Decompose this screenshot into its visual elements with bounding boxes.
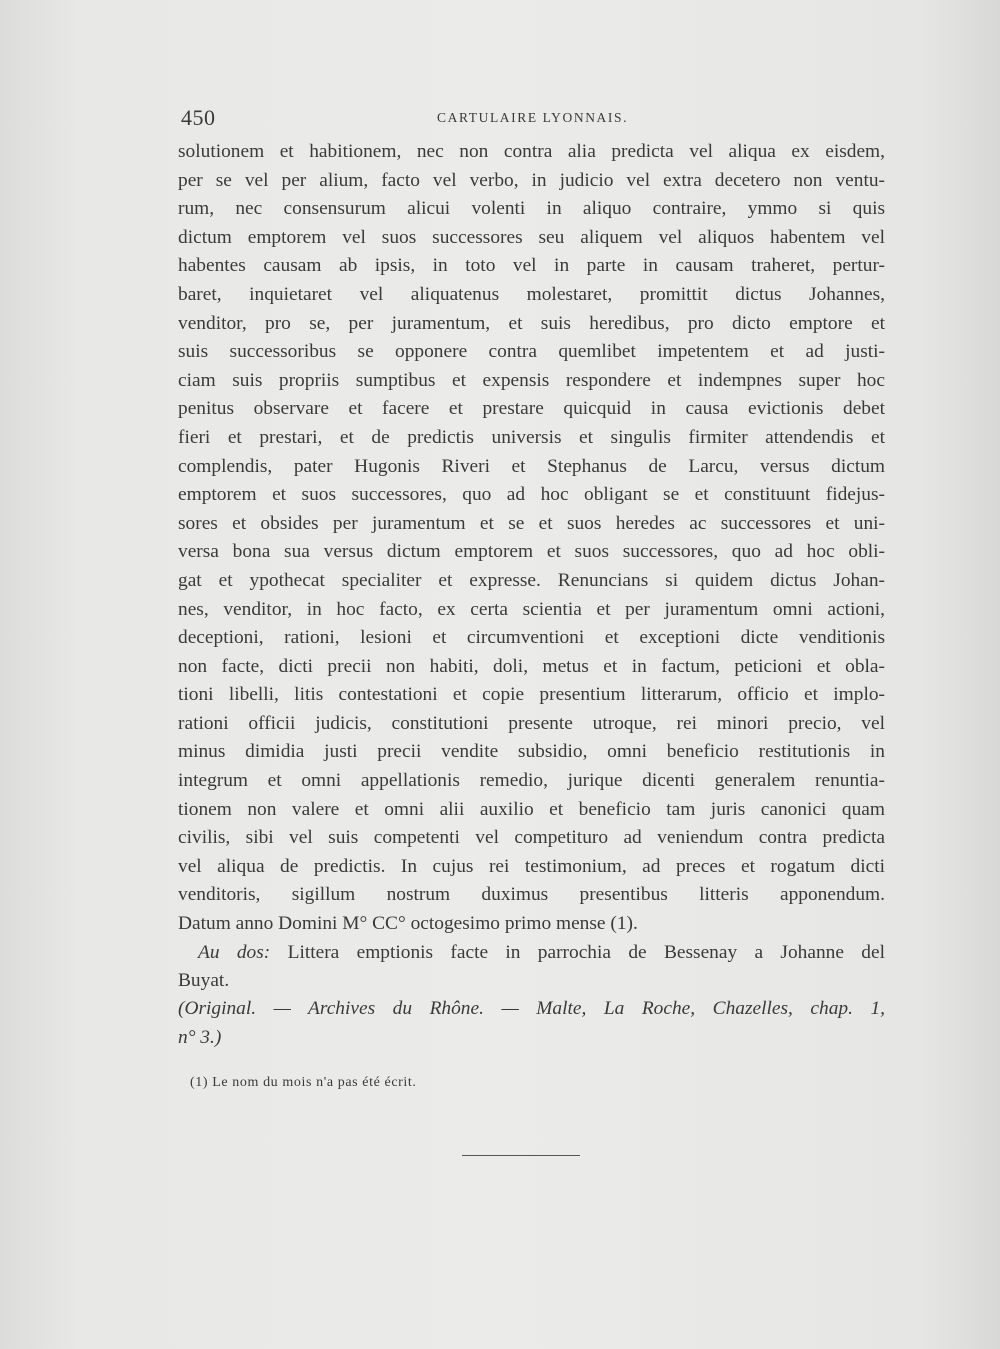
text-line: complendis, pater Hugonis Riveri et Stephanus de Larcu, versus dictum bbox=[178, 455, 885, 477]
text-line: baret, inquietaret vel aliquatenus molestaret, promittit dictus Johannes, bbox=[178, 283, 885, 305]
end-rule bbox=[462, 1155, 580, 1156]
text-line: minus dimidia justi precii vendite subsidio, omni beneficio restitutionis in bbox=[178, 741, 885, 763]
text-line: fieri et prestari, et de predictis universis et singulis firmiter attendendis et bbox=[178, 426, 885, 448]
text-line: Datum anno Domini M° CC° octogesimo primo mense (1). bbox=[178, 913, 638, 935]
running-title: CARTULAIRE LYONNAIS. bbox=[437, 110, 629, 125]
text-line: nes, venditor, in hoc facto, ex certa scientia et per juramentum omni actioni, bbox=[178, 598, 885, 620]
text-line: tioni libelli, litis contestationi et copie presentium litterarum, officio et implo- bbox=[178, 684, 885, 706]
citation-line: n° 3.) bbox=[178, 1026, 222, 1048]
text-line: per se vel per alium, facto vel verbo, in judicio vel extra decetero non ventu- bbox=[178, 169, 885, 191]
text-line: emptorem et suos successores, quo ad hoc obligant se et constituunt fidejus- bbox=[178, 484, 885, 506]
endorsement-line bbox=[178, 939, 885, 968]
text-line: ciam suis propriis sumptibus et expensis respondere et indempnes super hoc bbox=[178, 369, 885, 391]
text-line: gat et ypothecat specialiter et expresse. Renuncians si quidem dictus Johan- bbox=[178, 569, 885, 591]
source-citation bbox=[178, 995, 885, 1052]
text-line: versa bona sua versus dictum emptorem et suos successores, quo ad hoc obli- bbox=[178, 541, 885, 563]
text-line: sores et obsides per juramentum et se et suos heredes ac successores et uni- bbox=[178, 512, 885, 534]
citation-line: (Original. — Archives du Rhône. — Malte, La Roche, Chazelles, chap. 1, bbox=[178, 998, 885, 1019]
text-line: integrum et omni appellationis remedio, jurique dicenti generalem renuntia- bbox=[178, 770, 885, 792]
text-line: penitus observare et facere et prestare quicquid in causa evictionis debet bbox=[178, 398, 885, 420]
text-line: rationi officii judicis, constitutioni presente utroque, rei minori precio, vel bbox=[178, 712, 885, 734]
text-line: venditor, pro se, per juramentum, et suis heredibus, pro dicto emptore et bbox=[178, 312, 885, 334]
charter-text bbox=[178, 138, 885, 996]
text-line: tionem non valere et omni alii auxilio et beneficio tam juris canonici quam bbox=[178, 798, 885, 820]
text-line: suis successoribus se opponere contra quemlibet impetentem et ad justi- bbox=[178, 341, 885, 363]
footnote: (1) Le nom du mois n'a pas été écrit. bbox=[190, 1075, 417, 1090]
text-line: venditoris, sigillum nostrum duximus presentibus litteris apponendum. bbox=[178, 884, 885, 906]
endorsement-continuation: Buyat. bbox=[178, 970, 230, 992]
text-line: vel aliqua de predictis. In cujus rei testimonium, ad preces et rogatum dicti bbox=[178, 855, 885, 877]
page-number: 450 bbox=[181, 105, 216, 130]
text-line: non facte, dicti precii non habiti, doli, metus et in factum, peticioni et obla- bbox=[178, 655, 885, 677]
text-line: civilis, sibi vel suis competenti vel competituro ad veniendum contra predicta bbox=[178, 827, 885, 849]
text-line: deceptioni, rationi, lesioni et circumventioni et exceptioni dicte venditionis bbox=[178, 627, 885, 649]
text-line: solutionem et habitionem, nec non contra alia predicta vel aliqua ex eisdem, bbox=[178, 141, 885, 162]
text-line: habentes causam ab ipsis, in toto vel in parte in causam traheret, pertur- bbox=[178, 255, 885, 277]
text-line: rum, nec consensurum alicui volenti in aliquo contraire, ymmo si quis bbox=[178, 198, 885, 220]
endorsement-label: Au dos: bbox=[198, 941, 271, 963]
endorsement-text: Littera emptionis facte in parrochia de Bessenay a Johanne del bbox=[287, 941, 885, 963]
text-line: dictum emptorem vel suos successores seu aliquem vel aliquos habentem vel bbox=[178, 226, 885, 248]
